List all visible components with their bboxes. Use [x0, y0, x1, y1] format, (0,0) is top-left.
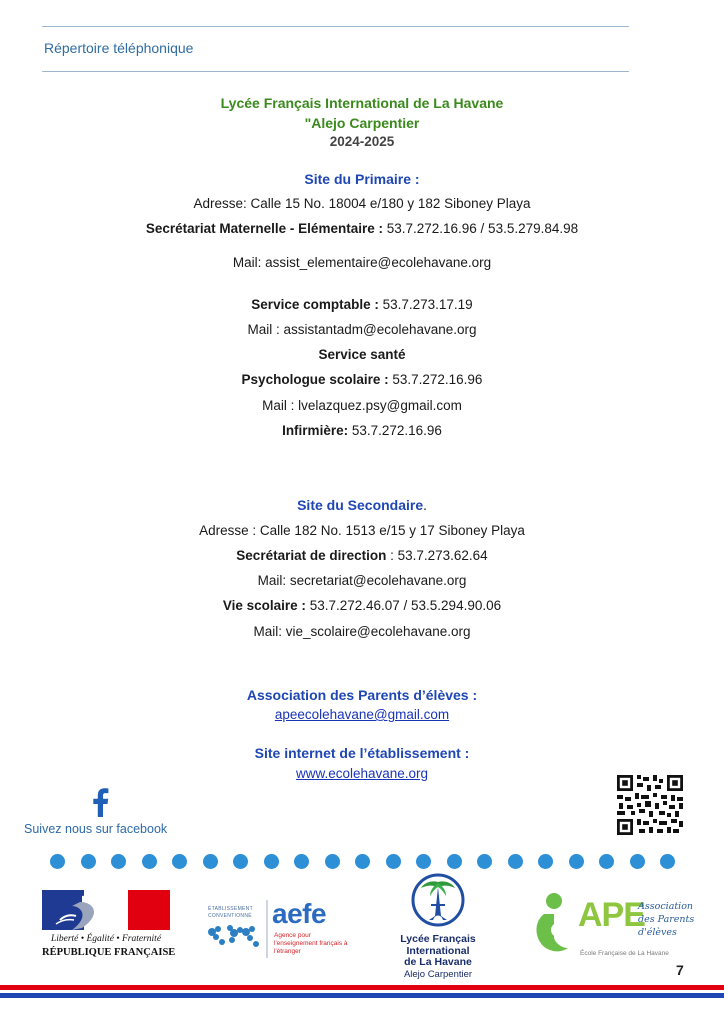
ape-footer: École Française de La Havane — [580, 950, 669, 957]
comptable-label: Service comptable : — [251, 297, 379, 312]
decorative-dot — [538, 854, 553, 869]
primaire-secretariat — [0, 221, 724, 236]
ape-figure-icon — [532, 892, 578, 958]
lycee-logo — [390, 872, 486, 984]
website-link[interactable]: www.ecolehavane.org — [295, 766, 429, 781]
psy-value: 53.7.272.16.96 — [388, 372, 483, 387]
school-year: 2024-2025 — [329, 134, 395, 149]
infirmiere-value: 53.7.272.16.96 — [348, 423, 442, 438]
lycee-line1: Lycée Français — [400, 933, 476, 945]
school-subname: "Alejo Carpentier — [304, 115, 420, 131]
decorative-dot — [660, 854, 675, 869]
secondaire-address: Adresse : Calle 182 No. 1513 e/15 y 17 Siboney Playa — [199, 523, 525, 538]
decorative-dot — [172, 854, 187, 869]
comptable-mail: Mail : assistantadm@ecolehavane.org — [247, 322, 477, 337]
aefe-logo — [204, 898, 354, 960]
decorative-dot — [203, 854, 218, 869]
primaire-infirmiere — [0, 423, 724, 438]
decorative-dot — [142, 854, 157, 869]
direction-mail: Mail: secretariat@ecolehavane.org — [257, 573, 467, 588]
psy-label: Psychologue scolaire : — [241, 372, 389, 387]
primaire-heading — [0, 171, 724, 187]
footer-band-blue — [0, 993, 724, 998]
lycee-text-block — [390, 934, 486, 980]
eiffel-palm-icon — [411, 872, 465, 928]
facebook-label[interactable]: Suivez nous sur facebook — [24, 822, 168, 836]
decorative-dot — [50, 854, 65, 869]
decorative-dot — [416, 854, 431, 869]
page-number: 7 — [676, 962, 684, 978]
decorative-dot — [508, 854, 523, 869]
decorative-dot — [386, 854, 401, 869]
ape-text2: des Parents — [638, 914, 695, 925]
lycee-line3: de La Havane — [404, 956, 472, 968]
secondaire-vie — [0, 598, 724, 613]
infirmiere-label: Infirmière: — [282, 423, 349, 438]
ape-letters: APE — [578, 896, 645, 934]
lycee-line4: Alejo Carpentier — [403, 968, 473, 980]
secondaire-heading — [0, 497, 724, 513]
direction-value: : 53.7.273.62.64 — [386, 548, 488, 563]
website-heading: Site internet de l’établissement : — [254, 745, 470, 761]
republique-motto: Liberté • Égalité • Fraternité — [50, 934, 162, 944]
decorative-dot — [447, 854, 462, 869]
decorative-dot — [325, 854, 340, 869]
decorative-dot — [233, 854, 248, 869]
header-top-rule — [42, 26, 629, 27]
page-header-title: Répertoire téléphonique — [44, 40, 194, 56]
ape-heading: Association des Parents d’élèves : — [246, 687, 478, 703]
decorative-dot — [355, 854, 370, 869]
secondaire-direction — [0, 548, 724, 563]
psy-mail: Mail : lvelazquez.psy@gmail.com — [262, 398, 462, 413]
decorative-dot — [477, 854, 492, 869]
ape-script-text — [638, 900, 694, 939]
qr-code-icon — [617, 775, 683, 835]
vie-value: 53.7.272.46.07 / 53.5.294.90.06 — [305, 598, 502, 613]
primaire-mail: Mail: assist_elementaire@ecolehavane.org — [232, 255, 492, 270]
decorative-dot — [599, 854, 614, 869]
decorative-dots-row — [50, 854, 680, 870]
aefe-etab-label: ÉTABLISSEMENT CONVENTIONNÉ — [208, 906, 253, 919]
website-url-wrap — [0, 766, 724, 781]
primaire-psy — [0, 372, 724, 387]
republique-name: RÉPUBLIQUE FRANÇAISE — [42, 947, 176, 958]
marianne-icon — [42, 890, 170, 930]
ape-text3: d'élèves — [638, 927, 677, 938]
direction-label: Secrétariat de direction — [236, 548, 387, 563]
ape-logo — [532, 888, 694, 964]
primaire-secretariat-label: Secrétariat Maternelle - Elémentaire : — [145, 221, 383, 236]
primaire-address: Adresse: Calle 15 No. 18004 e/180 y 182 Siboney Playa — [193, 196, 531, 211]
decorative-dot — [630, 854, 645, 869]
primaire-heading-text: Site du Primaire — [304, 171, 412, 187]
vie-label: Vie scolaire : — [222, 598, 306, 613]
aefe-tagline: Agence pour l'enseignement français à l'étranger — [274, 932, 348, 955]
decorative-dot — [569, 854, 584, 869]
facebook-icon[interactable] — [90, 787, 110, 817]
republique-francaise-logo — [42, 890, 176, 960]
decorative-dot — [81, 854, 96, 869]
ape-email-wrap — [0, 707, 724, 722]
aefe-divider — [266, 900, 268, 958]
sante-label: Service santé — [318, 347, 406, 362]
secondaire-heading-text: Site du Secondaire — [297, 497, 424, 513]
decorative-dot — [111, 854, 126, 869]
header-bottom-rule — [42, 71, 629, 72]
vie-mail: Mail: vie_scolaire@ecolehavane.org — [253, 624, 471, 639]
primaire-secretariat-value: 53.7.272.16.96 / 53.5.279.84.98 — [382, 221, 579, 236]
lycee-line2: International — [406, 944, 470, 957]
secondaire-heading-suffix: . — [423, 498, 427, 513]
primaire-comptable — [0, 297, 724, 312]
aefe-wordmark: aefe — [272, 898, 327, 929]
school-name: Lycée Français International de La Havane — [220, 95, 504, 111]
ape-email-link[interactable]: apeecolehavane@gmail.com — [274, 707, 450, 722]
ape-text1: Association — [638, 901, 694, 912]
comptable-value: 53.7.273.17.19 — [378, 297, 473, 312]
decorative-dot — [264, 854, 279, 869]
world-map-icon — [206, 920, 262, 950]
decorative-dot — [294, 854, 309, 869]
primaire-heading-suffix: : — [411, 171, 420, 187]
